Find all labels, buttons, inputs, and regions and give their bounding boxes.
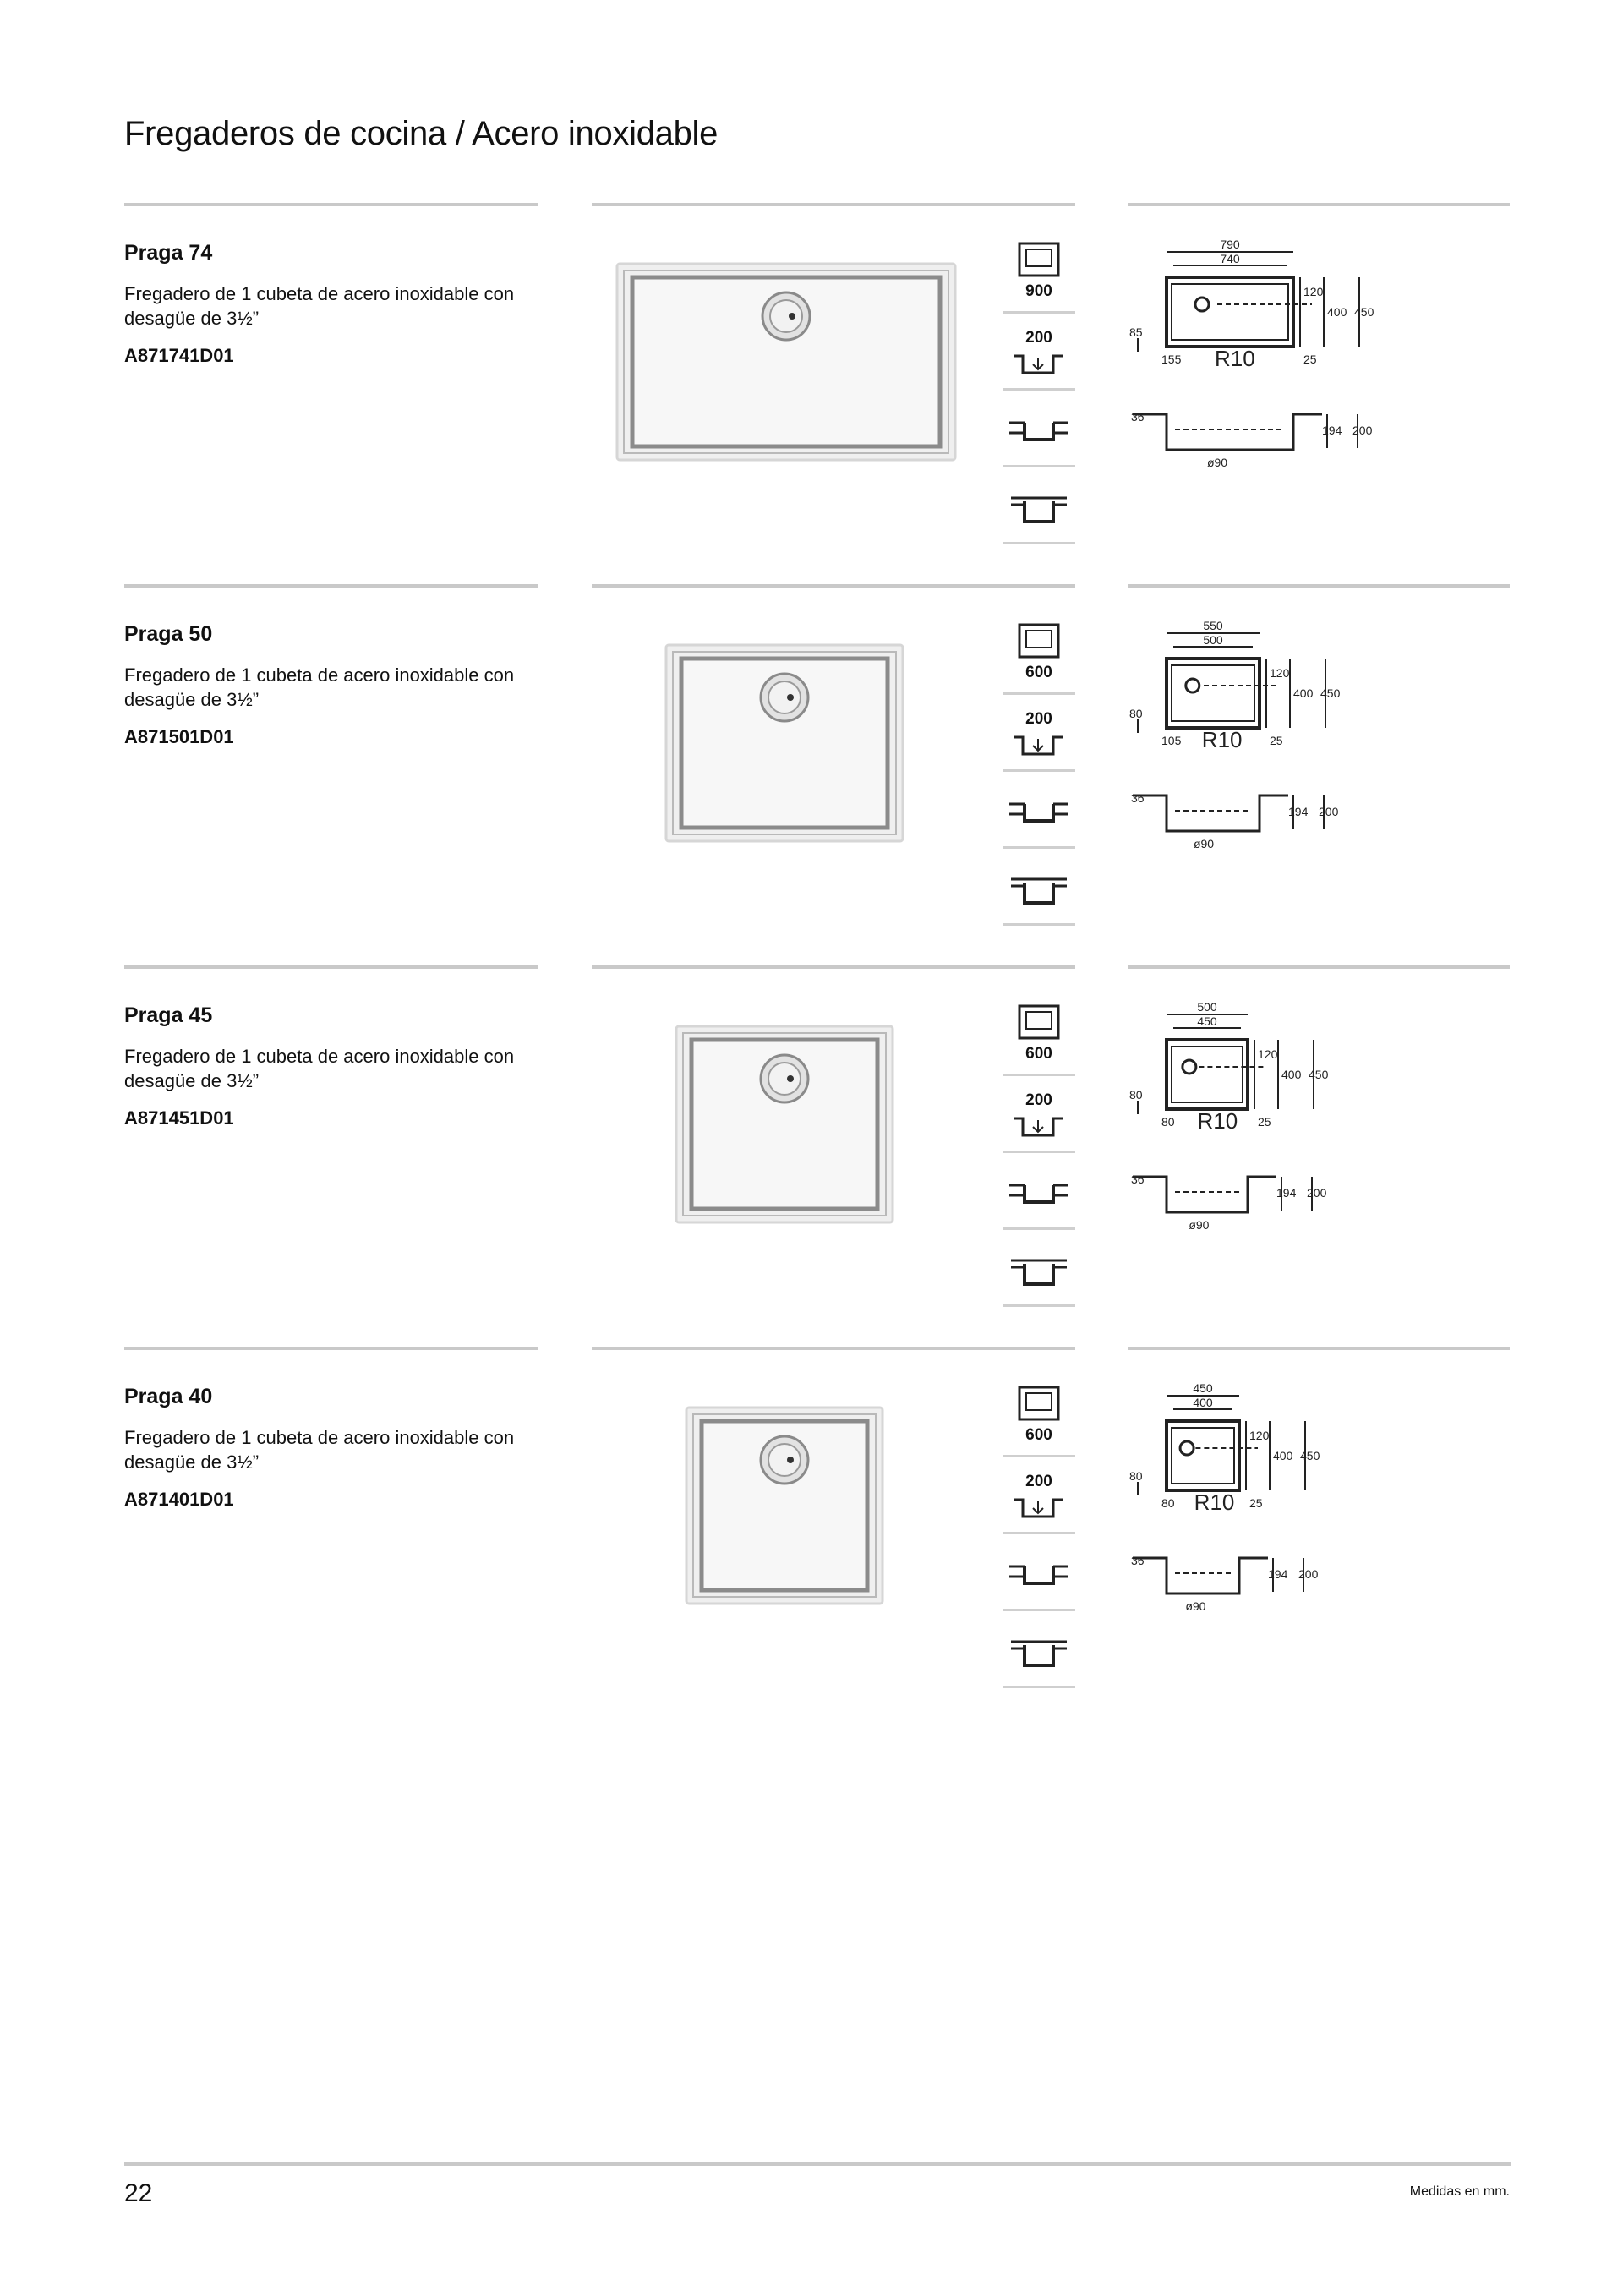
dim-drain-diameter: ø90 [1193,837,1215,850]
bowl-depth: 200 [1025,1473,1052,1490]
installation-icons [1003,618,1075,926]
dim-drain-diameter: ø90 [1185,1599,1206,1613]
dim-25: 25 [1258,1115,1271,1129]
product-row [0,203,1623,583]
cabinet-width: 900 [1025,282,1052,300]
dim-outer-width: 450 [1193,1381,1213,1395]
technical-diagram [1128,618,1407,880]
dim-inner-width: 400 [1193,1396,1213,1409]
dim-400: 400 [1327,305,1347,319]
dim-200: 200 [1298,1567,1319,1581]
dim-drain-diameter: ø90 [1189,1218,1210,1232]
dim-400: 400 [1281,1068,1302,1081]
footer-divider [124,2162,1511,2166]
dim-200: 200 [1319,805,1339,818]
technical-diagram [1128,237,1407,499]
dim-194: 194 [1288,805,1309,818]
dim-left-offset: 80 [1129,707,1143,720]
dim-outer-width: 790 [1220,238,1240,251]
dim-drain-offset: 155 [1161,353,1182,366]
dim-inner-width: 740 [1220,252,1240,265]
sink-photo [592,237,964,524]
dim-36: 36 [1131,1173,1145,1186]
dim-120: 120 [1270,666,1290,680]
divider [124,1347,538,1350]
dim-450: 450 [1320,686,1341,700]
divider [124,965,538,969]
divider [124,584,538,588]
product-row [0,1347,1623,1727]
page-number: 22 [124,2179,153,2207]
divider [124,203,538,206]
cabinet-size-icon [1003,1380,1075,1457]
drain-icon [761,1436,808,1484]
dim-400: 400 [1293,686,1314,700]
dim-450: 450 [1300,1449,1320,1462]
dim-outer-width: 550 [1203,619,1223,632]
dim-left-offset: 80 [1129,1088,1143,1102]
cabinet-width: 600 [1025,1426,1052,1444]
dim-left-offset: 80 [1129,1469,1143,1483]
dim-120: 120 [1258,1047,1278,1061]
undermount-install-icon [1003,772,1075,849]
dim-450: 450 [1309,1068,1329,1081]
product-code: A871501D01 [124,726,234,747]
dim-radius: R10 [1197,1108,1238,1134]
undermount-install-icon [1003,1534,1075,1611]
bowl-depth: 200 [1025,329,1052,347]
product-code: A871451D01 [124,1107,234,1129]
divider [592,203,1075,206]
bowl-depth-icon [1003,695,1075,772]
cabinet-width: 600 [1025,664,1052,681]
flush-install-icon [1003,467,1075,544]
flush-install-icon [1003,1611,1075,1688]
cabinet-size-icon [1003,618,1075,695]
dim-25: 25 [1303,353,1317,366]
dim-25: 25 [1270,734,1283,747]
product-name: Praga 74 [124,241,213,265]
divider [1128,965,1510,969]
cabinet-size-icon [1003,999,1075,1076]
flush-install-icon [1003,1230,1075,1307]
drain-icon [761,1055,808,1102]
divider [1128,203,1510,206]
dim-drain-diameter: ø90 [1206,456,1228,469]
sink-photo [592,999,964,1287]
dim-120: 120 [1249,1429,1270,1442]
page-title: Fregaderos de cocina / Acero inoxidable [124,115,719,152]
product-row [0,965,1623,1346]
dim-194: 194 [1276,1186,1297,1200]
dim-radius: R10 [1215,346,1255,371]
installation-icons [1003,237,1075,544]
installation-icons [1003,1380,1075,1688]
product-code: A871741D01 [124,345,234,366]
divider [1128,1347,1510,1350]
dim-400: 400 [1273,1449,1293,1462]
technical-diagram [1128,1380,1407,1643]
divider [592,584,1075,588]
undermount-install-icon [1003,1153,1075,1230]
dim-450: 450 [1354,305,1374,319]
dim-36: 36 [1131,410,1145,424]
dim-inner-width: 450 [1197,1014,1217,1028]
bowl-depth: 200 [1025,710,1052,728]
measurement-note: Medidas en mm. [1409,2184,1510,2199]
dim-200: 200 [1352,424,1373,437]
dim-drain-offset: 80 [1161,1115,1175,1129]
dim-200: 200 [1307,1186,1327,1200]
cabinet-width: 600 [1025,1045,1052,1063]
bowl-depth-icon [1003,1457,1075,1534]
dim-left-offset: 85 [1129,325,1143,339]
dim-120: 120 [1303,285,1324,298]
dim-194: 194 [1322,424,1342,437]
bowl-depth-icon [1003,314,1075,391]
cabinet-size-icon [1003,237,1075,314]
bowl-depth: 200 [1025,1091,1052,1109]
product-name: Praga 45 [124,1003,213,1027]
product-description: Fregadero de 1 cubeta de acero inoxidable con desagüe de 3½” [124,1046,515,1091]
product-name: Praga 40 [124,1385,213,1408]
sink-photo [592,1380,964,1668]
dim-36: 36 [1131,1554,1145,1567]
divider [592,1347,1075,1350]
product-description: Fregadero de 1 cubeta de acero inoxidable con desagüe de 3½” [124,664,515,710]
drain-icon [761,674,808,721]
dim-inner-width: 500 [1203,633,1223,647]
installation-icons [1003,999,1075,1307]
dim-outer-width: 500 [1197,1000,1217,1014]
dim-radius: R10 [1201,727,1243,752]
technical-diagram [1128,999,1407,1261]
dim-194: 194 [1268,1567,1288,1581]
product-name: Praga 50 [124,622,213,646]
sink-photo [592,618,964,905]
divider [1128,584,1510,588]
divider [592,965,1075,969]
undermount-install-icon [1003,391,1075,467]
dim-radius: R10 [1194,1490,1235,1515]
drain-icon [762,292,810,340]
bowl-depth-icon [1003,1076,1075,1153]
product-description: Fregadero de 1 cubeta de acero inoxidable con desagüe de 3½” [124,283,515,329]
dim-drain-offset: 105 [1161,734,1182,747]
dim-drain-offset: 80 [1161,1496,1175,1510]
dim-36: 36 [1131,791,1145,805]
product-description: Fregadero de 1 cubeta de acero inoxidable con desagüe de 3½” [124,1427,515,1473]
dim-25: 25 [1249,1496,1263,1510]
product-code: A871401D01 [124,1489,234,1510]
product-row [0,584,1623,965]
flush-install-icon [1003,849,1075,926]
